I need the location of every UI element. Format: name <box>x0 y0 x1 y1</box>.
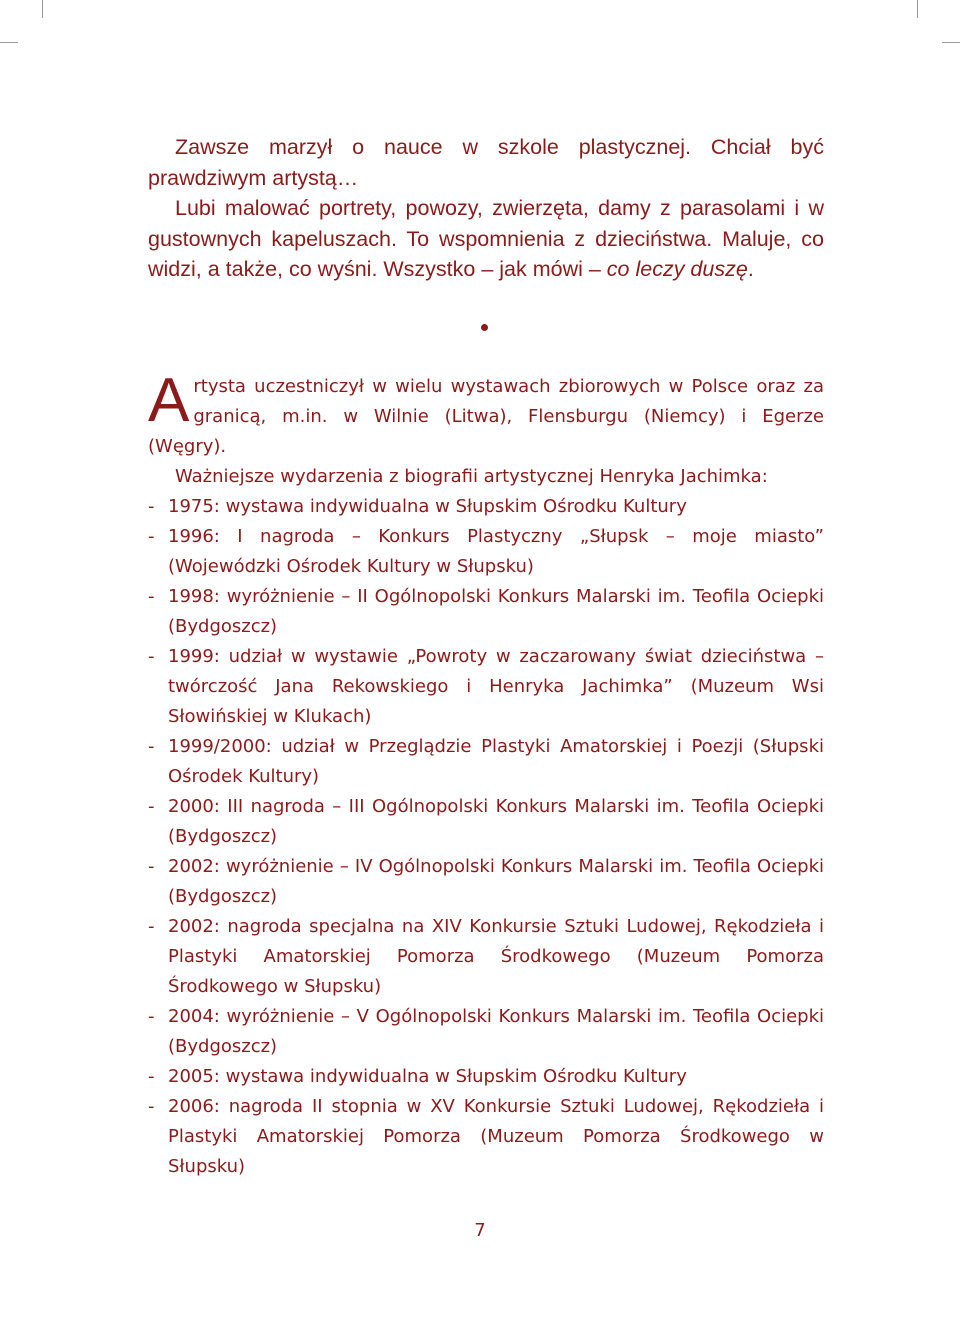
exhibitions-paragraph <box>148 366 824 462</box>
list-dash: - <box>148 646 155 667</box>
list-item <box>148 492 824 522</box>
crop-mark <box>0 42 18 43</box>
intro-paragraph-2 <box>148 193 824 285</box>
list-item-text: 1999/2000: udział w Przeglądzie Plastyki Amatorskiej i Poezji (Słupski Ośrodek Kultury) <box>168 736 824 787</box>
list-item-text: 2006: nagroda II stopnia w XV Konkursie Sztuki Ludowej, Rękodzieła i Plastyki Amatorskiej Pomorza (Muzeum Pomorza Środkowego w Słupsku) <box>168 1096 824 1177</box>
list-item <box>148 522 824 582</box>
crop-mark <box>917 0 918 18</box>
exhibitions-text: rtysta uczestniczył w wielu wystawach zbiorowych w Polsce oraz za granicą, m.in. w Wilnie (Litwa), Flensburgu (Niemcy) i Egerze (Węgry). <box>148 376 824 457</box>
biography-section <box>148 366 824 1182</box>
events-heading: Ważniejsze wydarzenia z biografii artystycznej Henryka Jachimka: <box>175 466 768 487</box>
list-dash: - <box>148 496 155 517</box>
list-dash: - <box>148 1096 155 1117</box>
intro-period: . <box>747 257 754 281</box>
list-item-text: 2002: nagroda specjalna na XIV Konkursie Sztuki Ludowej, Rękodzieła i Plastyki Amatorskiej Pomorza Środkowego (Muzeum Pomorza Środkowego w Słupsku) <box>168 916 824 997</box>
intro-quote: co leczy duszę <box>606 257 748 281</box>
list-item-text: 1999: udział w wystawie „Powroty w zaczarowany świat dzieciństwa – twórczość Jana Rekowskiego i Henryka Jachimka” (Muzeum Wsi Słowińskiej w Klukach) <box>168 646 824 727</box>
list-dash: - <box>148 1066 155 1087</box>
list-item <box>148 852 824 912</box>
section-divider-dot <box>481 324 488 331</box>
list-dash: - <box>148 586 155 607</box>
list-dash: - <box>148 856 155 877</box>
list-item-text: 2004: wyróżnienie – V Ogólnopolski Konkurs Malarski im. Teofila Ociepki (Bydgoszcz) <box>168 1006 824 1057</box>
list-item <box>148 1062 824 1092</box>
list-item <box>148 582 824 642</box>
list-item <box>148 732 824 792</box>
crop-mark <box>942 42 960 43</box>
intro-section <box>148 132 824 285</box>
drop-cap: A <box>148 366 190 435</box>
list-item-text: 2000: III nagroda – III Ogólnopolski Konkurs Malarski im. Teofila Ociepki (Bydgoszcz) <box>168 796 824 847</box>
list-dash: - <box>148 526 155 547</box>
list-item <box>148 1002 824 1062</box>
list-item <box>148 642 824 732</box>
crop-mark <box>42 0 43 18</box>
list-item-text: 2005: wystawa indywidualna w Słupskim Ośrodku Kultury <box>168 1066 687 1087</box>
intro-paragraph-1: Zawsze marzył o nauce w szkole plastycznej. Chciał być prawdziwym artystą… <box>148 135 824 190</box>
list-item-text: 1998: wyróżnienie – II Ogólnopolski Konkurs Malarski im. Teofila Ociepki (Bydgoszcz) <box>168 586 824 637</box>
list-item <box>148 912 824 1002</box>
list-item-text: 1975: wystawa indywidualna w Słupskim Ośrodku Kultury <box>168 496 687 517</box>
list-item-text: 1996: I nagroda – Konkurs Plastyczny „Słupsk – moje miasto” (Wojewódzki Ośrodek Kultury w Słupsku) <box>168 526 824 577</box>
list-item <box>148 792 824 852</box>
intro-text: Lubi malować portrety, powozy, zwierzęta, damy z parasolami i w gustownych kapeluszach. To wspomnienia z dzieciństwa. Maluje, co widzi, a także, co wyśni. Wszystko – jak mówi – <box>148 196 824 281</box>
list-dash: - <box>148 796 155 817</box>
list-item <box>148 1092 824 1182</box>
list-dash: - <box>148 916 155 937</box>
list-dash: - <box>148 1006 155 1027</box>
list-item-text: 2002: wyróżnienie – IV Ogólnopolski Konkurs Malarski im. Teofila Ociepki (Bydgoszcz) <box>168 856 824 907</box>
list-dash: - <box>148 736 155 757</box>
events-list <box>148 492 824 1182</box>
page-number: 7 <box>474 1220 486 1241</box>
